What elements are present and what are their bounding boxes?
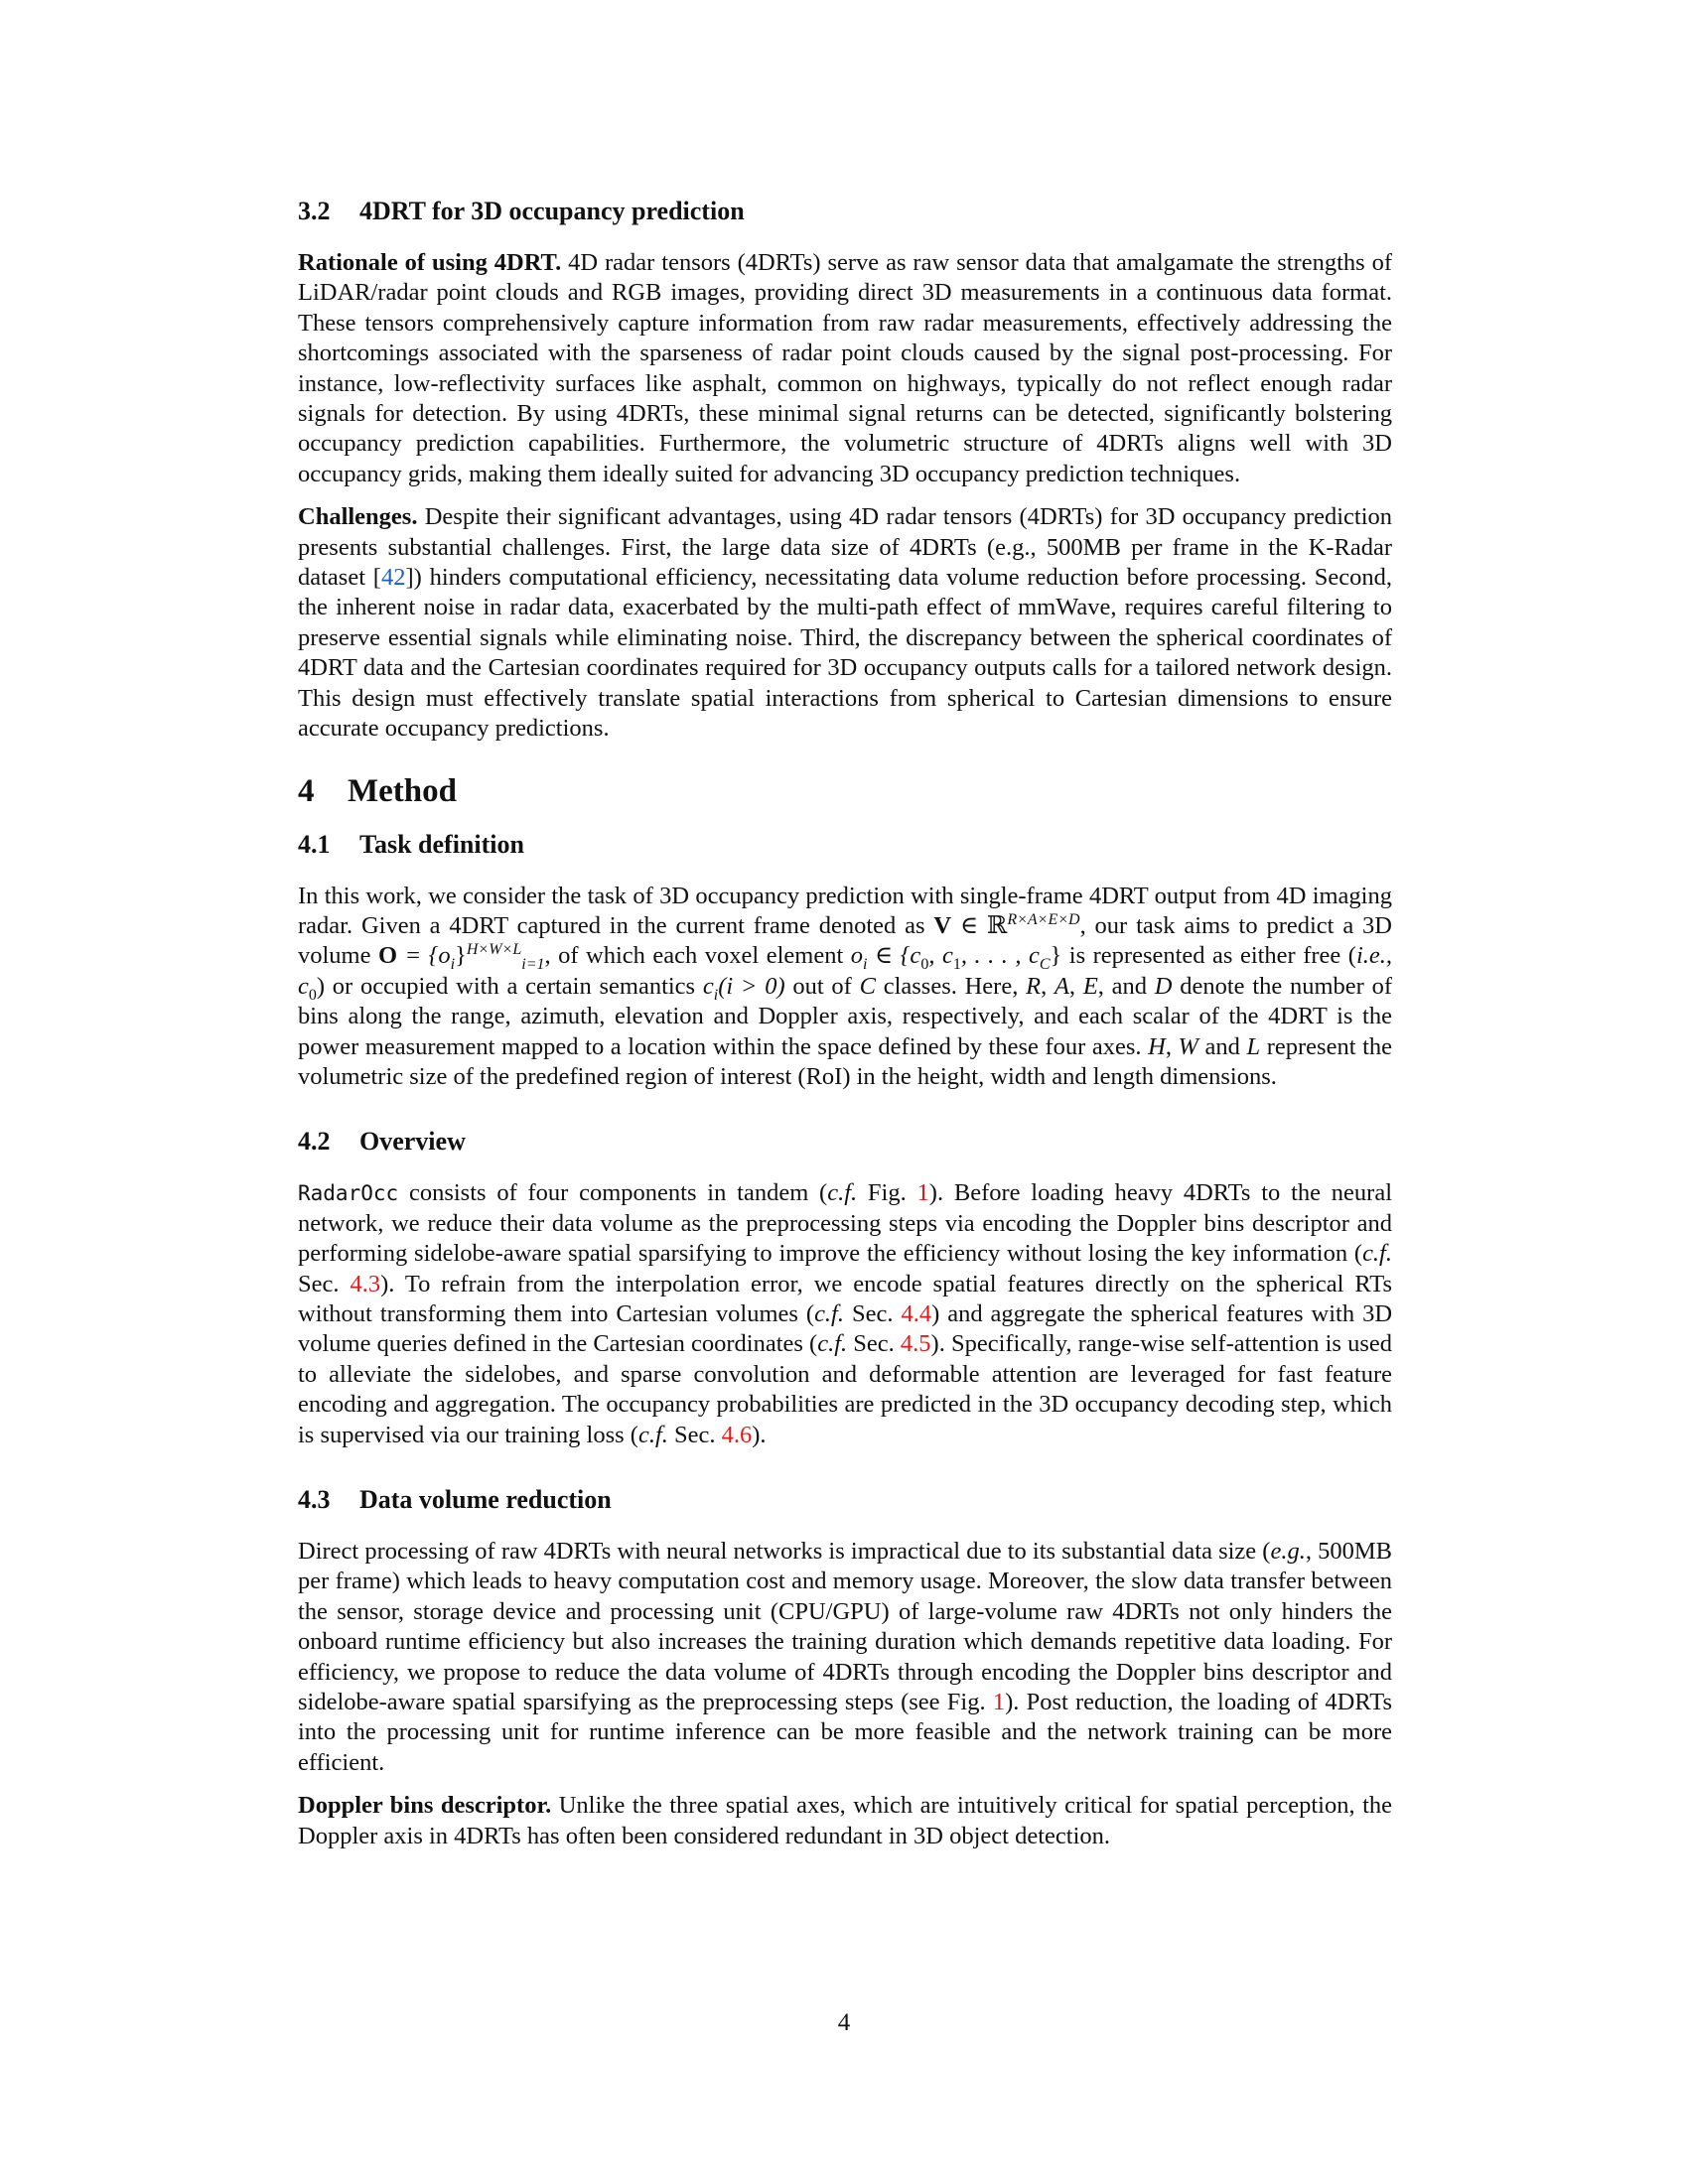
- math-symbol: E: [1082, 972, 1098, 1000]
- paragraph-text: , of which each voxel element: [544, 942, 851, 970]
- runin-heading: Challenges.: [298, 503, 418, 531]
- emphasis-text: c.f.: [637, 1421, 668, 1448]
- math-symbol: o: [850, 942, 864, 970]
- section-heading-4-1: [298, 830, 1392, 860]
- math-symbol: R: [1026, 972, 1042, 1000]
- math-subscript: i: [863, 956, 868, 974]
- section-link[interactable]: 4.6: [721, 1421, 753, 1448]
- section-heading-4-2: [298, 1127, 1392, 1157]
- emphasis-text: i.e.,: [1355, 942, 1393, 970]
- emphasis-text: c.f.: [817, 1330, 848, 1358]
- math-symbol: C: [859, 972, 876, 1000]
- math-symbol: ∈ {c: [867, 942, 921, 970]
- paragraph-text: represent the volumetric size of the predefined region of interest (RoI) in the height, width and length dimensions.: [298, 1032, 1393, 1090]
- paragraph-text: Fig.: [857, 1179, 917, 1207]
- section-number: 4.2: [298, 1127, 331, 1157]
- math-symbol: (i > 0): [718, 972, 785, 1000]
- paragraph-text: ). To refrain from the interpolation error, we encode spatial features directly on the spherical RTs without transforming them into Cartesian volumes (: [298, 1270, 1392, 1327]
- paragraph-text: 4D radar tensors (4DRTs) serve as raw sensor data that amalgamate the strengths of LiDAR/radar point clouds and RGB images, providing direct 3D measurements in a continuous data format. These tensors comprehensively capture information from raw radar measurements, effectively addressing the shortcomings associated with the sparseness of radar point clouds caused by the signal post-processing. For instance, low-reflectivity surfaces like asphalt, common on highways, typically do not reflect enough radar signals for detection. By using 4DRTs, these minimal signal returns can be detected, significantly bolstering occupancy prediction capabilities. Furthermore, the volumetric structure of 4DRTs aligns well with 3D occupancy grids, making them ideally suited for advancing 3D occupancy prediction techniques.: [298, 249, 1393, 487]
- math-symbol: c: [298, 972, 309, 1000]
- math-symbol: D: [1154, 972, 1173, 1000]
- paragraph-text: out of: [784, 972, 860, 1000]
- math-symbol: L: [1246, 1032, 1261, 1060]
- emphasis-text: c.f.: [1362, 1240, 1392, 1268]
- math-symbol: }: [455, 942, 467, 970]
- math-symbol: W: [1178, 1032, 1198, 1060]
- paragraph-challenges: [298, 502, 1392, 744]
- paragraph-text: Direct processing of raw 4DRTs with neural networks is impractical due to its substantial data size (: [298, 1538, 1271, 1565]
- paragraph-task-definition: In this work, we consider the task of 3D occupancy prediction with single-frame 4DRT output from 4D imaging radar. Given a 4DRT captured in the current frame denoted as V ∈ ℝ$^{R\times A\times E\times D}$, our task aims to predict a 3D volume $O = \{o_i\}^{H\times W\times L}_{i=1}$, of which each voxel element $o_i$ ∈ {$c_0$, $c_1$, . . . , $c_C$} is represented as either free (i.e., $c_0$) or occupied with a certain semantics $c_i(i > 0)$ out of C classes. Here, R, A, E, and D denote the number of bins along the range, azimuth, elevation and Doppler axis, respectively, and each scalar of the 4DRT is the power measurement mapped to a location within the space defined by these four axes. H, W and L represent the volumetric size of the predefined region of interest (RoI) in the height, width and length dimensions.: [298, 882, 1393, 1090]
- paragraph-text: classes. Here,: [875, 972, 1027, 1000]
- section-link[interactable]: 4.4: [901, 1299, 932, 1327]
- math-subscript: 0: [920, 956, 929, 974]
- section-number: 4.3: [298, 1485, 331, 1514]
- runin-heading: Doppler bins descriptor.: [298, 1792, 552, 1820]
- section-link[interactable]: 4.5: [900, 1330, 931, 1358]
- math-subscript: 1: [952, 956, 961, 974]
- math-symbol: ∈ ℝ: [951, 911, 1008, 939]
- math-superscript: H×W×L: [466, 941, 522, 959]
- section-number: 4: [298, 772, 315, 809]
- paragraph-text: ). Specifically, range-wise self-attention is used to alleviate the sidelobes, and sparse convolution and deformable attention are leveraged for fast feature encoding and aggregation. The occupancy probabilities are predicted in the 3D occupancy decoding step, which is supervised via our training loss (: [298, 1330, 1393, 1448]
- math-superscript: R×A×E×D: [1007, 910, 1080, 928]
- paragraph-text: Sec.: [844, 1299, 902, 1327]
- figure-link[interactable]: 1: [916, 1179, 929, 1207]
- section-title: 4DRT for 3D occupancy prediction: [359, 197, 745, 225]
- math-subscript: i: [450, 956, 456, 974]
- math-symbol: A: [1054, 972, 1069, 1000]
- paragraph-text: ).: [752, 1421, 767, 1448]
- section-heading-4-3: [298, 1485, 1392, 1515]
- paragraph-text: ). Before loading heavy 4DRTs to the neural network, we reduce their data volume as the preprocessing steps via encoding the Doppler bins descriptor and performing sidelobe-aware spatial sparsifying to improve the efficiency without losing the key information (: [298, 1179, 1393, 1268]
- paragraph-text: Despite their significant advantages, using 4D radar tensors (4DRTs) for 3D occupancy prediction presents substantial challenges. First, the large data size of 4DRTs (e.g., 500MB per frame in the K-Radar dataset [: [298, 503, 1393, 592]
- paragraph-text: denote the number of bins along the range, azimuth, elevation and Doppler axis, respectively, and each scalar of the 4DRT is the power measurement mapped to a location within the space defined by these four axes.: [298, 972, 1393, 1060]
- section-heading-4: [298, 772, 1392, 810]
- math-subscript: 0: [308, 986, 317, 1004]
- paragraph-text: Sec.: [667, 1421, 722, 1448]
- paragraph-text: Unlike the three spatial axes, which are intuitively critical for spatial perception, the Doppler axis in 4DRTs has often been considered redundant in 3D object detection.: [298, 1792, 1393, 1849]
- emphasis-text: e.g.: [1270, 1538, 1306, 1565]
- paragraph-text: ) or occupied with a certain semantics: [316, 972, 703, 1000]
- math-subscript: i: [713, 986, 719, 1004]
- math-subscript: i=1: [521, 956, 545, 974]
- section-title: Method: [348, 772, 457, 809]
- page-number: 4: [837, 2009, 851, 2036]
- section-number: 4.1: [298, 829, 331, 859]
- math-symbol: , . . . , c: [960, 942, 1040, 970]
- math-symbol: = {o: [397, 942, 451, 970]
- paragraph-text: Sec.: [298, 1270, 351, 1297]
- math-symbol: O: [378, 942, 398, 970]
- section-title: Task definition: [359, 829, 524, 859]
- paragraph-rationale: [298, 248, 1392, 489]
- paragraph-text: In this work, we consider the task of 3D occupancy prediction with single-frame 4DRT output from 4D imaging radar. Given a 4DRT captured in the current frame denoted as: [298, 882, 1392, 939]
- math-symbol: H: [1148, 1032, 1166, 1060]
- section-title: Data volume reduction: [359, 1485, 612, 1514]
- method-name: RadarOcc: [298, 1181, 399, 1206]
- paragraph-text: consists of four components in tandem (: [398, 1179, 828, 1207]
- paper-page: [298, 197, 1392, 1864]
- paragraph-doppler: [298, 1791, 1392, 1851]
- paragraph-text: ) and aggregate the spherical features with 3D volume queries defined in the Cartesian coordinates (: [298, 1299, 1393, 1358]
- paragraph-text: , our task aims to predict a 3D volume: [298, 911, 1392, 970]
- math-symbol: }: [1050, 942, 1062, 970]
- paragraph-text: , 500MB per frame) which leads to heavy computation cost and memory usage. Moreover, the slow data transfer between the sensor, storage device and processing unit (CPU/GPU) of large-volume raw 4DRTs not only hinders the onboard runtime efficiency but also increases the training duration which demands repetitive data loading. For efficiency, we propose to reduce the data volume of 4DRTs through encoding the Doppler bins descriptor and sidelobe-aware spatial sparsifying as the preprocessing steps (see Fig.: [298, 1538, 1392, 1716]
- math-symbol: c: [702, 972, 714, 1000]
- math-symbol: , c: [928, 942, 953, 970]
- paragraph-text: Sec.: [847, 1330, 901, 1358]
- section-title: Overview: [359, 1127, 466, 1157]
- section-link[interactable]: 4.3: [350, 1270, 381, 1297]
- paragraph-data-volume: [298, 1537, 1392, 1778]
- math-symbol: V: [933, 911, 952, 939]
- paragraph-text: ]) hinders computational efficiency, necessitating data volume reduction before processing. Second, the inherent noise in radar data, exacerbated by the multi-path effect of mmWave, requires careful filtering to preserve essential signals while eliminating noise. Third, the discrepancy between the spherical coordinates of 4DRT data and the Cartesian coordinates required for 3D occupancy outputs calls for a tailored network design. This design must effectively translate spatial interactions from spherical to Cartesian dimensions to ensure accurate occupancy predictions.: [298, 564, 1392, 743]
- emphasis-text: c.f.: [814, 1299, 844, 1327]
- section-number: 3.2: [298, 197, 331, 225]
- figure-link[interactable]: 1: [992, 1689, 1006, 1716]
- citation-link[interactable]: 42: [380, 564, 406, 592]
- math-subscript: C: [1039, 956, 1051, 974]
- emphasis-text: c.f.: [827, 1179, 858, 1207]
- paragraph-text: is represented as either free (: [1061, 942, 1356, 970]
- runin-heading: Rationale of using 4DRT.: [298, 249, 562, 276]
- paragraph-overview: [298, 1178, 1392, 1450]
- section-heading-3-2: [298, 197, 1392, 226]
- paragraph-text: ). Post reduction, the loading of 4DRTs into the processing unit for runtime inference can be more feasible and the network training can be more efficient.: [298, 1689, 1393, 1776]
